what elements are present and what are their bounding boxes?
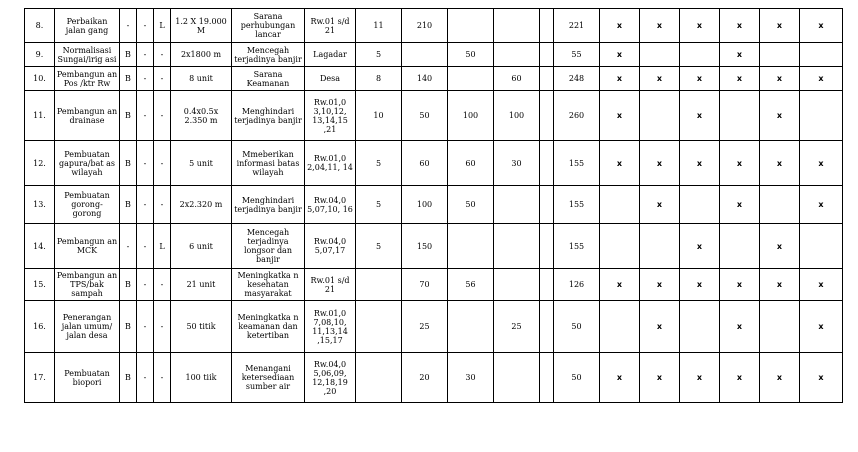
benefit: Sarana Keamanan [232,67,305,91]
volume: 5 unit [171,141,232,186]
category-dash: - [137,91,154,141]
table-row [25,353,843,403]
spacer-cell [540,91,554,141]
budget-1: 5 [356,186,402,224]
table-row [25,67,843,91]
location: Rw.04,0 5,07,10, 16 [305,186,356,224]
budget-3: 50 [448,43,494,67]
benefit: Mmeberikan informasi batas wilayah [232,141,305,186]
category-b: - [120,9,137,43]
spacer-cell [540,9,554,43]
volume: 2x2.320 m [171,186,232,224]
budget-total: 260 [554,91,600,141]
mark-2: x [640,141,680,186]
benefit: Menghindari terjadinya banjir [232,186,305,224]
mark-5 [760,186,800,224]
budget-3: 50 [448,186,494,224]
mark-4: x [720,301,760,353]
row-number: 17. [25,353,55,403]
budget-total: 155 [554,141,600,186]
benefit: Sarana perhubungan lancar [232,9,305,43]
category-dash: - [137,353,154,403]
budget-total: 55 [554,43,600,67]
mark-4: x [720,43,760,67]
activity-name: Penerangan jalan umum/ jalan desa [55,301,120,353]
row-number: 8. [25,9,55,43]
category-dash: - [137,301,154,353]
benefit: Mencegah terjadinya longsor dan banjir [232,224,305,269]
mark-4: x [720,9,760,43]
category-dash: - [137,186,154,224]
mark-6: x [800,141,843,186]
mark-6: x [800,9,843,43]
category-b: B [120,269,137,301]
mark-5: x [760,9,800,43]
mark-2 [640,91,680,141]
activity-name: Pembuatan gorong- gorong [55,186,120,224]
mark-2 [640,43,680,67]
location: Rw.01,0 2,04,11, 14 [305,141,356,186]
budget-total: 50 [554,301,600,353]
budget-4 [494,269,540,301]
benefit: Menghindari terjadinya banjir [232,91,305,141]
budget-4: 100 [494,91,540,141]
mark-5: x [760,224,800,269]
mark-6: x [800,269,843,301]
mark-1: x [600,43,640,67]
mark-1: x [600,67,640,91]
budget-2: 100 [402,186,448,224]
category-b: B [120,141,137,186]
budget-3: 100 [448,91,494,141]
mark-2: x [640,186,680,224]
budget-3: 56 [448,269,494,301]
spacer-cell [540,269,554,301]
table-row [25,301,843,353]
mark-1 [600,224,640,269]
mark-3: x [680,9,720,43]
budget-4: 25 [494,301,540,353]
spacer-cell [540,67,554,91]
table-row [25,269,843,301]
category-l: - [154,269,171,301]
volume: 100 tiik [171,353,232,403]
activity-name: Pembuatan biopori [55,353,120,403]
mark-5: x [760,269,800,301]
volume: 50 titik [171,301,232,353]
budget-total: 155 [554,224,600,269]
volume: 8 unit [171,67,232,91]
benefit: Meningkatka n kesehatan masyarakat [232,269,305,301]
category-b: B [120,43,137,67]
row-number: 15. [25,269,55,301]
budget-4 [494,353,540,403]
row-number: 10. [25,67,55,91]
volume: 2x1800 m [171,43,232,67]
volume: 0.4x0.5x 2.350 m [171,91,232,141]
table-row [25,224,843,269]
mark-5: x [760,353,800,403]
mark-1 [600,186,640,224]
budget-2: 210 [402,9,448,43]
category-dash: - [137,141,154,186]
budget-3: 30 [448,353,494,403]
mark-3: x [680,269,720,301]
benefit: Mencegah terjadinya banjir [232,43,305,67]
budget-total: 155 [554,186,600,224]
budget-total: 221 [554,9,600,43]
category-b: - [120,224,137,269]
budget-3 [448,301,494,353]
spacer-cell [540,43,554,67]
budget-total: 248 [554,67,600,91]
mark-3: x [680,353,720,403]
mark-5: x [760,67,800,91]
budget-1: 8 [356,67,402,91]
budget-4: 30 [494,141,540,186]
mark-2: x [640,9,680,43]
budget-3 [448,224,494,269]
budget-2: 20 [402,353,448,403]
program-table [24,8,843,403]
budget-total: 50 [554,353,600,403]
location: Rw.01,0 3,10,12, 13,14,15 ,21 [305,91,356,141]
row-number: 14. [25,224,55,269]
mark-3 [680,43,720,67]
budget-4: 60 [494,67,540,91]
mark-1: x [600,141,640,186]
category-b: B [120,301,137,353]
budget-3: 60 [448,141,494,186]
category-b: B [120,67,137,91]
budget-1 [356,353,402,403]
location: Lagadar [305,43,356,67]
budget-2: 70 [402,269,448,301]
category-l: - [154,353,171,403]
mark-6: x [800,67,843,91]
budget-2: 60 [402,141,448,186]
mark-6 [800,91,843,141]
category-l: L [154,224,171,269]
activity-name: Pembangun an MCK [55,224,120,269]
budget-2 [402,43,448,67]
category-b: B [120,353,137,403]
mark-5: x [760,141,800,186]
mark-6: x [800,186,843,224]
location: Rw.01,0 7,08,10, 11,13,14 ,15,17 [305,301,356,353]
category-dash: - [137,43,154,67]
category-b: B [120,91,137,141]
category-l: - [154,186,171,224]
location: Desa [305,67,356,91]
location: Rw.04,0 5,07,17 [305,224,356,269]
mark-1: x [600,91,640,141]
table-row [25,141,843,186]
location: Rw.01 s/d 21 [305,9,356,43]
volume: 1.2 X 19.000 M [171,9,232,43]
category-dash: - [137,269,154,301]
row-number: 11. [25,91,55,141]
category-l: - [154,67,171,91]
budget-1 [356,269,402,301]
mark-6 [800,224,843,269]
mark-3: x [680,141,720,186]
row-number: 9. [25,43,55,67]
budget-1: 5 [356,224,402,269]
budget-1 [356,301,402,353]
spacer-cell [540,301,554,353]
table-row [25,186,843,224]
mark-2: x [640,67,680,91]
mark-4: x [720,353,760,403]
spacer-cell [540,186,554,224]
mark-4: x [720,269,760,301]
table-row [25,9,843,43]
row-number: 16. [25,301,55,353]
table-row [25,91,843,141]
category-b: B [120,186,137,224]
mark-2: x [640,353,680,403]
category-l: - [154,91,171,141]
budget-2: 50 [402,91,448,141]
mark-2: x [640,269,680,301]
mark-3 [680,301,720,353]
category-l: - [154,141,171,186]
row-number: 12. [25,141,55,186]
spacer-cell [540,141,554,186]
mark-3: x [680,91,720,141]
mark-4 [720,224,760,269]
row-number: 13. [25,186,55,224]
mark-3: x [680,224,720,269]
budget-2: 150 [402,224,448,269]
mark-1: x [600,9,640,43]
location: Rw.04,0 5,06,09, 12,18,19 ,20 [305,353,356,403]
budget-1: 10 [356,91,402,141]
mark-6: x [800,353,843,403]
volume: 6 unit [171,224,232,269]
budget-4 [494,43,540,67]
mark-1: x [600,353,640,403]
category-l: - [154,43,171,67]
budget-2: 25 [402,301,448,353]
budget-4 [494,224,540,269]
mark-6: x [800,301,843,353]
activity-name: Perbaikan jalan gang [55,9,120,43]
benefit: Menangani ketersediaan sumber air [232,353,305,403]
mark-2 [640,224,680,269]
mark-3 [680,186,720,224]
location: Rw.01 s/d 21 [305,269,356,301]
budget-4 [494,9,540,43]
mark-1 [600,301,640,353]
mark-4: x [720,141,760,186]
spacer-cell [540,353,554,403]
volume: 21 unit [171,269,232,301]
activity-name: Pembangun an TPS/bak sampah [55,269,120,301]
budget-1: 5 [356,141,402,186]
mark-5 [760,301,800,353]
budget-3 [448,67,494,91]
budget-1: 11 [356,9,402,43]
mark-4: x [720,67,760,91]
mark-5 [760,43,800,67]
budget-4 [494,186,540,224]
mark-5: x [760,91,800,141]
activity-name: Pembangun an drainase [55,91,120,141]
budget-3 [448,9,494,43]
category-dash: - [137,67,154,91]
spacer-cell [540,224,554,269]
category-l: - [154,301,171,353]
mark-4: x [720,186,760,224]
activity-name: Pembuatan gapura/bat as wilayah [55,141,120,186]
mark-6 [800,43,843,67]
activity-name: Normalisasi Sungai/irig asi [55,43,120,67]
mark-2: x [640,301,680,353]
budget-total: 126 [554,269,600,301]
mark-4 [720,91,760,141]
mark-3: x [680,67,720,91]
category-dash: - [137,9,154,43]
activity-name: Pembangun an Pos /ktr Rw [55,67,120,91]
mark-1: x [600,269,640,301]
benefit: Meningkatka n keamanan dan ketertiban [232,301,305,353]
budget-1: 5 [356,43,402,67]
budget-2: 140 [402,67,448,91]
category-l: L [154,9,171,43]
table-row [25,43,843,67]
category-dash: - [137,224,154,269]
